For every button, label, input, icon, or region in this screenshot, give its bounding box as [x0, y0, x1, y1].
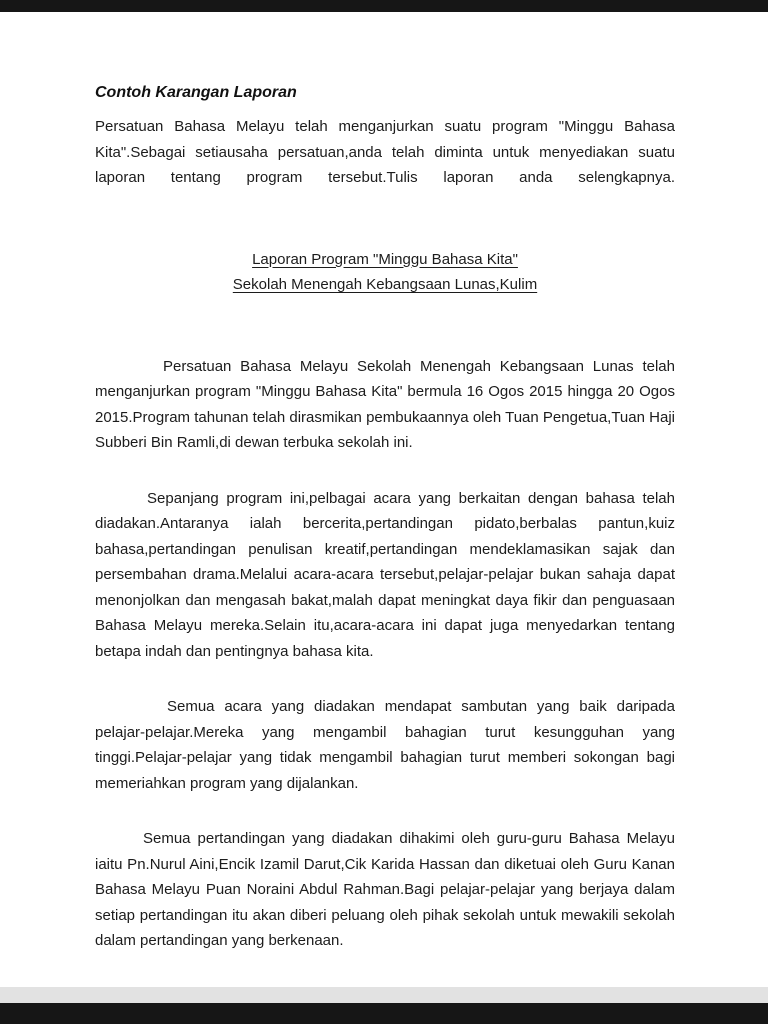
document-content	[95, 84, 675, 954]
report-title-line2: Sekolah Menengah Kebangsaan Lunas,Kulim	[232, 276, 538, 293]
footer-gray-strip	[0, 987, 768, 1003]
paragraph-4: Semua pertandingan yang diadakan dihakimi oleh guru-guru Bahasa Melayu iaitu Pn.Nurul Aini,Encik Izamil Darut,Cik Karida Hassan dan diketuai oleh Guru Kanan Bahasa Melayu Puan Noraini Abdul Rahman.Bagi pelajar-pelajar yang berjaya dalam setiap pertandingan itu akan diberi peluang oleh pihak sekolah untuk mewakili sekolah dalam pertandingan yang berkenaan.	[95, 830, 675, 949]
top-border-bar	[0, 0, 768, 12]
report-title-line1: Laporan Program "Minggu Bahasa Kita"	[252, 250, 518, 268]
intro-paragraph: Persatuan Bahasa Melayu telah menganjurkan suatu program "Minggu Bahasa Kita".Sebagai setiausaha persatuan,anda telah diminta untuk menyediakan suatu laporan tentang program tersebut.Tulis laporan anda selengkapnya.	[95, 118, 675, 186]
document-heading: Contoh Karangan Laporan	[95, 84, 297, 101]
paragraph-3: Semua acara yang diadakan mendapat sambutan yang baik daripada pelajar-pelajar.Mereka yang mengambil bahagian turut kesungguhan yang tinggi.Pelajar-pelajar yang tidak mengambil bahagian turut memberi sokongan bagi memeriahkan program yang dijalankan.	[95, 698, 675, 792]
report-title-block	[95, 247, 675, 298]
bottom-border-bar	[0, 1003, 768, 1024]
paragraph-2: Sepanjang program ini,pelbagai acara yang berkaitan dengan bahasa telah diadakan.Antaranya ialah bercerita,pertandingan pidato,berbalas pantun,kuiz bahasa,pertandingan penulisan kreatif,pertandingan mendeklamasikan sajak dan persembahan drama.Melalui acara-acara tersebut,pelajar-pelajar bukan sahaja dapat menonjolkan dan mengasah bakat,malah dapat meningkat daya fikir dan penguasaan Bahasa Melayu mereka.Selain itu,acara-acara ini dapat juga menyedarkan tentang betapa indah dan pentingnya bahasa kita.	[95, 489, 675, 660]
paragraph-1: Persatuan Bahasa Melayu Sekolah Menengah Kebangsaan Lunas telah menganjurkan program "Minggu Bahasa Kita" bermula 16 Ogos 2015 hingga 20 Ogos 2015.Program tahunan telah dirasmikan pembukaannya oleh Tuan Pengetua,Tuan Haji Subberi Bin Ramli,di dewan terbuka sekolah ini.	[95, 357, 675, 451]
